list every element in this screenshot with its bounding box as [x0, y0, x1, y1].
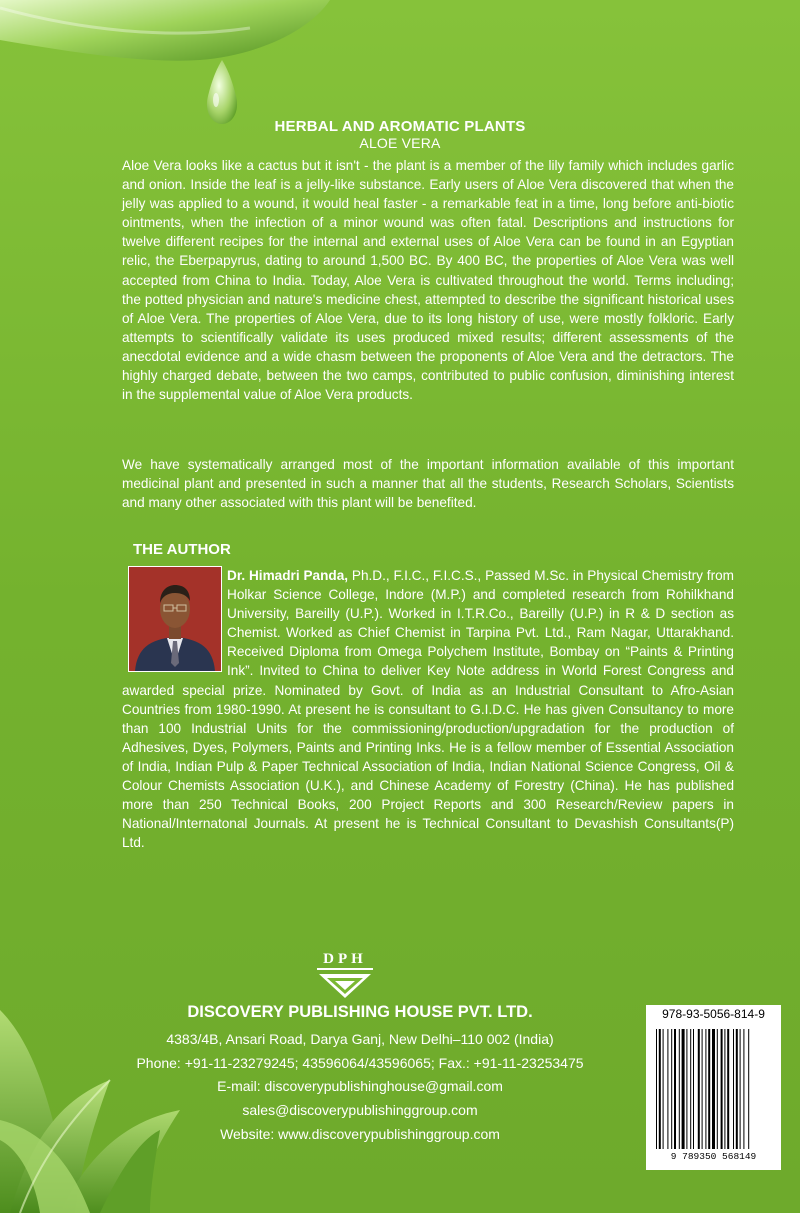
book-subtitle: ALOE VERA: [359, 135, 441, 151]
barcode-bar: [721, 1029, 723, 1149]
barcode-bar: [659, 1029, 661, 1149]
barcode-bar: [671, 1029, 672, 1149]
description-paragraph: Aloe Vera looks like a cactus but it isn't - the plant is a member of the lily family which includes garlic and onion. Inside the leaf is a jelly-like substance. Early users of Aloe Vera discovered that when the jelly was applied to a wound, it would heal faster - a remarkable feat in a time, long before anti-biotic ointments, when the infection of a minor wound was often fatal. Descriptions and instructions for twelve different recipes for the internal and external uses of Aloe Vera can be found in an Egyptian relic, the Eberpapyrus, dating to around 1,500 BC. By 400 BC, the properties of Aloe Vera was well accepted from China to India. Today, Aloe Vera is cultivated throughout the world. Terms including; the potted physician and nature's medicine chest, attempted to describe the significant historical uses of Aloe Vera. The properties of Aloe Vera, due to its long history of use, were mostly folkloric. Early attempts to scientifically validate its uses produced mixed results; different assessments of the anecdotal evidence and a wide chasm between the proponents of Aloe Vera and the detractors. The highly charged debate, between the two camps, contributed to public confusion, diminishing interest in the supplemental value of Aloe Vera products.: [122, 158, 734, 403]
publisher-sales-email: sales@discoverypublishinggroup.com: [242, 1102, 478, 1118]
publisher-name: DISCOVERY PUBLISHING HOUSE PVT. LTD.: [187, 1003, 533, 1021]
barcode-bar: [705, 1029, 706, 1149]
isbn-label: 978-93-5056-814-9: [662, 1007, 765, 1021]
barcode-bar: [682, 1029, 685, 1149]
dph-logo-text: DPH: [323, 951, 367, 967]
barcode-bar: [727, 1029, 729, 1149]
isbn-barcode-box: [646, 1005, 781, 1170]
barcode-bar: [656, 1029, 657, 1149]
barcode-bar: [663, 1029, 664, 1149]
barcode-bar: [690, 1029, 691, 1149]
barcode-bar: [740, 1029, 741, 1149]
author-bio-text: Ph.D., F.I.C., F.I.C.S., Passed M.Sc. in Physical Chemistry from Holkar Science College, Indore (M.P.) and completed research from Rohilkhand University, Bareilly (U.P.). Worked in I.T.R.Co., Bareilly (U.P.) in R & D section as Chemist. Worked as Chief Chemist in Tarpina Pvt. Ltd., Ram Nagar, Uttarakhand. Received Diploma from Omega Polychem Institute, Bombay on “Paints & Printing Ink”. Invited to China to deliver Key Note address in World Forest Congress and awarded special prize. Nominated by Govt. of India as an Industrial Consultant to Afro-Asian Countries from 1980-1990. At present he is consultant to G.I.D.C. He has given Consultancy to more than 100 Industrial Units for the commissioning/production/upgradation for the production of Adhesives, Dyes, Polymers, Paints and Printing Inks. He is a fellow member of Essential Association of India, Indian Pulp & Paper Technical Association of India, Indian National Science Congress, Oil & Colour Chemists Association (U.K.), and Chinese Academy of Forestry (China). He has published more than 250 Technical Books, 200 Project Reports and 300 Research/Review papers in National/Internatonal Journals. At present he is Technical Consultant to Devashish Consultants(P) Ltd.: [122, 568, 734, 851]
author-bio: [122, 566, 734, 852]
barcode-bar: [667, 1029, 668, 1149]
publisher-website: Website: www.discoverypublishinggroup.com: [220, 1126, 500, 1142]
barcode-bar: [686, 1029, 687, 1149]
author-heading: THE AUTHOR: [133, 541, 231, 558]
author-name: Dr. Himadri Panda,: [227, 568, 349, 583]
publisher-address: 4383/4B, Ansari Road, Darya Ganj, New Delhi–110 002 (India): [166, 1031, 554, 1047]
barcode-bar: [698, 1029, 700, 1149]
publisher-email: E-mail: discoverypublishinghouse@gmail.com: [217, 1078, 503, 1094]
barcode-bar: [674, 1029, 676, 1149]
barcode-bar: [748, 1029, 749, 1149]
barcode-bar: [736, 1029, 738, 1149]
publisher-phone: Phone: +91-11-23279245; 43596064/43596065; Fax.: +91-11-23253475: [136, 1055, 584, 1071]
barcode-bar: [702, 1029, 703, 1149]
barcode-icon: [654, 1029, 773, 1149]
barcode-bar: [717, 1029, 718, 1149]
barcode-bar: [712, 1029, 715, 1149]
barcode-digits: 9 789350 568149: [670, 1151, 757, 1162]
description-paragraph: We have systematically arranged most of the important information available of this important medicinal plant and presented in such a manner that all the students, Research Scholars, Scientists and many other associated with this plant will be benefited.: [122, 457, 734, 511]
barcode-bar: [708, 1029, 710, 1149]
barcode-bar: [743, 1029, 744, 1149]
barcode-bar: [733, 1029, 734, 1149]
book-title: HERBAL AND AROMATIC PLANTS: [274, 118, 526, 135]
barcode-bar: [724, 1029, 725, 1149]
barcode-bar: [679, 1029, 680, 1149]
barcode-bar: [693, 1029, 694, 1149]
